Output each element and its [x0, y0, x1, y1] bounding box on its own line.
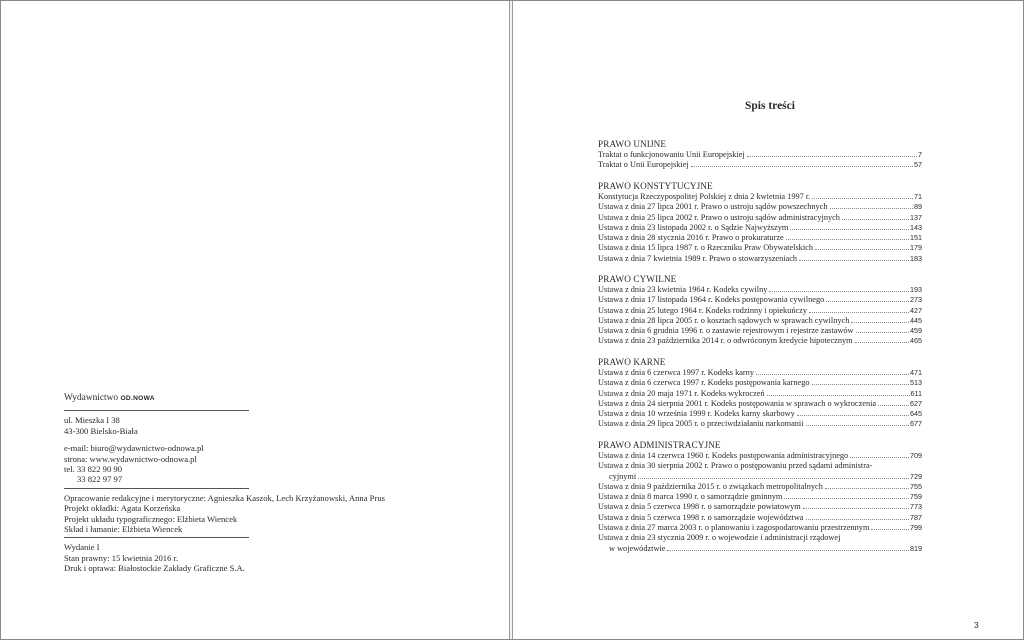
entry-title: Ustawa z dnia 5 czerwca 1998 r. o samorządzie województwa	[598, 512, 804, 522]
entry-page: 445	[910, 315, 922, 325]
toc-entry[interactable]	[598, 419, 922, 429]
entry-page: 677	[910, 419, 922, 429]
entry-page: 143	[910, 222, 922, 232]
entry-title: Ustawa z dnia 6 grudnia 1996 r. o zastawie rejestrowym i rejestrze zastawów	[598, 326, 854, 336]
entry-page: 513	[910, 378, 922, 388]
entry-page: 645	[910, 409, 922, 419]
dot-leader	[830, 208, 914, 209]
entry-title: Ustawa z dnia 6 czerwca 1997 r. Kodeks postępowania karnego	[598, 378, 810, 388]
dot-leader	[815, 249, 909, 250]
dot-leader	[842, 219, 909, 220]
toc-entry[interactable]	[598, 409, 922, 419]
email-text: e-mail: biuro@wydawnictwo-odnowa.pl	[64, 443, 204, 454]
toc-entry[interactable]	[598, 316, 922, 326]
entry-page: 799	[910, 523, 922, 533]
dot-leader	[747, 156, 917, 157]
entry-title: Ustawa z dnia 5 czerwca 1998 r. o samorządzie powiatowym	[598, 502, 801, 512]
dot-leader	[806, 519, 910, 520]
editorial-credits: Opracowanie redakcyjne i merytoryczne: Agnieszka Kaszok, Lech Krzyżanowski, Anna Prus	[64, 492, 385, 503]
legal-state-text: Stan prawny: 15 kwietnia 2016 r.	[64, 552, 179, 563]
section-heading: PRAWO KARNE	[598, 357, 666, 367]
entry-page: 151	[910, 233, 922, 243]
dot-leader	[769, 291, 909, 292]
dot-leader	[850, 457, 909, 458]
dot-leader	[812, 384, 910, 385]
entry-title: Traktat o funkcjonowaniu Unii Europejskiej	[598, 150, 745, 159]
dot-leader	[812, 198, 913, 199]
toc-entry[interactable]	[598, 192, 922, 202]
entry-title: Ustawa z dnia 7 kwietnia 1989 r. Prawo o stowarzyszeniach	[598, 253, 798, 263]
entry-title: Ustawa z dnia 23 października 2014 r. o odwróconym kredycie hipotecznym	[598, 336, 853, 346]
entry-title: Ustawa z dnia 15 lipca 1987 r. o Rzeczniku Praw Obywatelskich	[598, 243, 813, 253]
toc-entry[interactable]	[598, 150, 922, 160]
section-heading: PRAWO UNIJNE	[598, 139, 667, 149]
imprint-divider	[64, 537, 249, 538]
dot-leader	[825, 488, 909, 489]
printing-credits: Druk i oprawa: Białostockie Zakłady Graficzne S.A.	[64, 563, 245, 574]
entry-page: 627	[910, 398, 922, 408]
phone-line-1: tel. 33 822 90 90	[64, 464, 123, 475]
section-heading: PRAWO ADMINISTRACYJNE	[598, 440, 721, 450]
entry-page: 193	[910, 285, 922, 294]
toc-section	[598, 440, 922, 554]
toc-section	[598, 274, 922, 347]
entry-title: Konstytucja Rzeczypospolitej Polskiej z dnia 2 kwietnia 1997 r.	[598, 192, 811, 201]
imprint-block	[64, 393, 385, 574]
toc-entry[interactable]	[598, 254, 922, 264]
entry-title: Ustawa z dnia 17 listopada 1964 r. Kodeks postępowania cywilnego	[598, 295, 825, 305]
typography-credits: Projekt układu typograficznego: Elżbieta Wiencek	[64, 513, 238, 524]
cover-credits: Projekt okładki: Agata Korzeńska	[64, 503, 181, 514]
dot-leader	[855, 342, 909, 343]
dot-leader	[856, 332, 909, 333]
section-heading: PRAWO CYWILNE	[598, 274, 677, 284]
entry-page: 89	[914, 202, 922, 212]
entry-title: Ustawa z dnia 6 czerwca 1997 r. Kodeks karny	[598, 368, 754, 377]
entry-page: 773	[910, 502, 922, 512]
toc-entry[interactable]	[598, 378, 922, 388]
toc-title: Spis treści	[745, 100, 795, 112]
dot-leader	[790, 229, 909, 230]
toc-entry[interactable]	[598, 223, 922, 233]
entry-title: Ustawa z dnia 27 marca 2003 r. o planowaniu i zagospodarowaniu przestrzennym	[598, 523, 870, 533]
entry-page: 273	[910, 295, 922, 305]
entry-page: 57	[914, 160, 922, 170]
entry-title: Ustawa z dnia 30 sierpnia 2002 r. Prawo o postępowaniu przed sądami administra-	[598, 461, 873, 471]
entry-title: Ustawa z dnia 29 lipca 2005 r. o przeciwdziałaniu narkomanii	[598, 419, 804, 429]
dot-leader	[756, 374, 909, 375]
dot-leader	[806, 425, 909, 426]
entry-page: 459	[910, 326, 922, 336]
entry-page: 183	[910, 253, 922, 263]
entry-title: Ustawa z dnia 14 czerwca 1960 r. Kodeks postępowania administracyjnego	[598, 451, 849, 460]
entry-title: Ustawa z dnia 9 października 2015 r. o związkach metropolitalnych	[598, 481, 823, 491]
dot-leader	[803, 508, 909, 509]
dot-leader	[667, 550, 909, 551]
publisher-logo: OD.NOWA	[120, 395, 155, 402]
entry-title: Ustawa z dnia 23 listopada 2002 r. o Sądzie Najwyższym	[598, 222, 789, 232]
entry-title: Ustawa z dnia 25 lutego 1964 r. Kodeks rodzinny i opiekuńczy	[598, 305, 807, 315]
publisher-heading	[64, 393, 254, 404]
page-number: 3	[974, 620, 979, 630]
toc-entry[interactable]	[598, 502, 922, 512]
toc-entry[interactable]	[598, 368, 922, 378]
toc-entry[interactable]	[598, 533, 922, 554]
address-line-1: ul. Mieszka I 38	[64, 415, 120, 426]
entry-page: 729	[910, 471, 922, 481]
toc-entry[interactable]	[598, 513, 922, 523]
toc-entry[interactable]	[598, 243, 922, 253]
entry-title: Ustawa z dnia 28 stycznia 2016 r. Prawo o prokuraturze	[598, 233, 784, 243]
entry-page: 819	[910, 543, 922, 553]
entry-title: Traktat o Unii Europejskiej	[598, 160, 689, 170]
toc-entry[interactable]	[598, 295, 922, 305]
dot-leader	[871, 529, 909, 530]
entry-page: 137	[910, 212, 922, 222]
publisher-name: Wydawnictwo	[64, 393, 119, 403]
entry-page: 465	[910, 336, 922, 346]
phone-line-2: 33 822 97 97	[77, 474, 123, 485]
entry-title: Ustawa z dnia 25 lipca 2002 r. Prawo o ustroju sądów administracyjnych	[598, 212, 840, 222]
entry-page: 611	[910, 388, 922, 398]
entry-title: Ustawa z dnia 10 września 1999 r. Kodeks karny skarbowy	[598, 409, 795, 419]
entry-title: Ustawa z dnia 8 marca 1990 r. o samorządzie gminnym	[598, 492, 783, 502]
left-page	[0, 0, 510, 640]
toc-entry[interactable]	[598, 233, 922, 243]
toc-entry[interactable]	[598, 160, 922, 170]
toc-entry[interactable]	[598, 482, 922, 492]
entry-page: 7	[918, 150, 922, 159]
imprint-divider	[64, 488, 249, 489]
dot-leader	[797, 415, 909, 416]
entry-page: 709	[910, 451, 922, 460]
toc-entry[interactable]	[598, 523, 922, 533]
dot-leader	[809, 312, 909, 313]
entry-page: 427	[910, 305, 922, 315]
entry-title: Ustawa z dnia 20 maja 1971 r. Kodeks wykroczeń	[598, 388, 765, 398]
toc-entry[interactable]	[598, 202, 922, 212]
imprint-divider	[64, 410, 249, 411]
website-text: strona: www.wydawnictwo-odnowa.pl	[64, 453, 197, 464]
address-line-2: 43-300 Bielsko-Biała	[64, 425, 138, 436]
dot-leader	[691, 166, 913, 167]
toc-entry[interactable]	[598, 306, 922, 316]
dot-leader	[878, 405, 909, 406]
entry-page: 755	[910, 481, 922, 491]
entry-title-continuation: w województwie	[609, 543, 666, 553]
entry-title: Ustawa z dnia 23 stycznia 2009 r. o wojewodzie i administracji rządowej	[598, 533, 841, 543]
entry-page: 471	[910, 368, 922, 377]
entry-title: Ustawa z dnia 23 kwietnia 1964 r. Kodeks cywilny	[598, 285, 768, 294]
entry-page: 759	[910, 492, 922, 502]
dot-leader	[799, 260, 909, 261]
entry-title: Ustawa z dnia 28 lipca 2005 r. o kosztach sądowych w sprawach cywilnych	[598, 315, 850, 325]
toc-section	[598, 181, 922, 264]
edition-text: Wydanie I	[64, 542, 100, 553]
toc-entry[interactable]	[598, 336, 922, 346]
entry-page: 71	[914, 192, 922, 201]
dot-leader	[786, 239, 909, 240]
dot-leader	[851, 322, 909, 323]
dot-leader	[767, 395, 910, 396]
toc-entry[interactable]	[598, 213, 922, 223]
toc-entry[interactable]	[598, 285, 922, 295]
typesetting-credits: Skład i łamanie: Elżbieta Wiencek	[64, 524, 183, 535]
toc-entry[interactable]	[598, 399, 922, 409]
toc-entry[interactable]	[598, 326, 922, 336]
dot-leader	[638, 478, 909, 479]
toc-entry[interactable]	[598, 451, 922, 461]
dot-leader	[826, 301, 909, 302]
section-heading: PRAWO KONSTYTUCYJNE	[598, 181, 713, 191]
entry-page: 787	[910, 512, 922, 522]
toc-entry[interactable]	[598, 389, 922, 399]
toc-entry[interactable]	[598, 461, 922, 482]
toc-section	[598, 139, 922, 171]
entry-title: Ustawa z dnia 27 lipca 2001 r. Prawo o ustroju sądów powszechnych	[598, 202, 828, 212]
entry-title-continuation: cyjnymi	[609, 471, 637, 481]
entry-title: Ustawa z dnia 24 sierpnia 2001 r. Kodeks postępowania w sprawach o wykroczenia	[598, 398, 877, 408]
toc-entry[interactable]	[598, 492, 922, 502]
toc-section	[598, 357, 922, 430]
dot-leader	[784, 498, 909, 499]
entry-page: 179	[910, 243, 922, 253]
